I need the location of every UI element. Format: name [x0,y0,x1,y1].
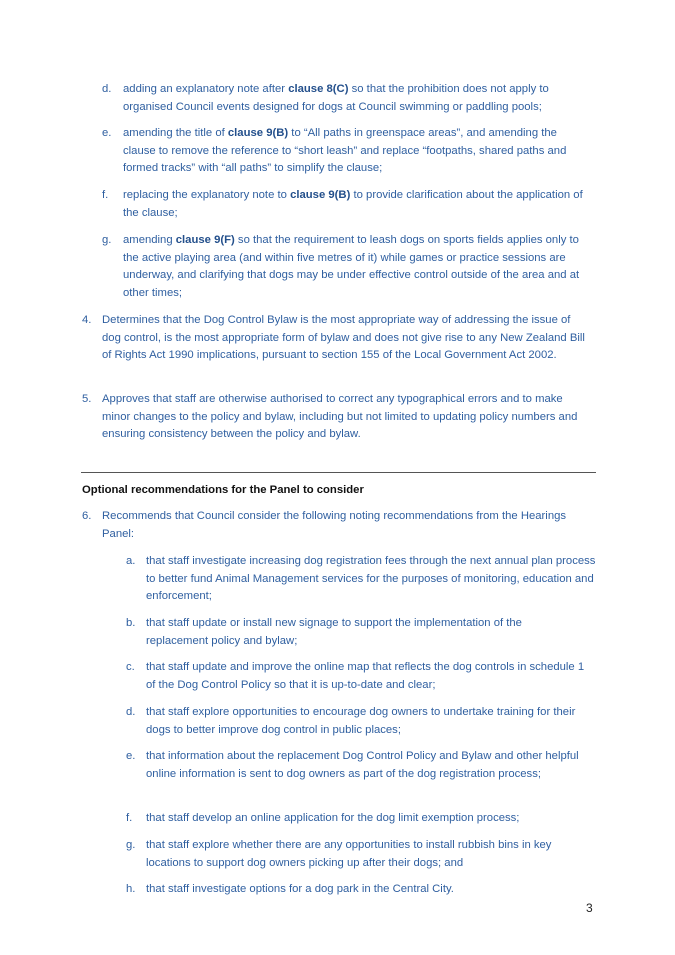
list-marker: g. [102,234,112,246]
list-item-text: amending clause 9(F) so that the requirement to leash dogs on sports fields applies only to the active playing area (and within five metres of it) while games or practice sessions are underway, and clarifying that dogs may be under effective control outside of the area and at other times; [123,234,580,299]
list-marker: d. [126,706,136,718]
list-marker: f. [126,812,133,824]
page-number: 3 [586,901,593,915]
list-item-text: that information about the replacement Dog Control Policy and Bylaw and other helpful online information is sent to dog owners as part of the dog registration process; [146,750,579,780]
recommendation-item-6 [82,508,572,543]
list-marker: e. [126,750,136,762]
list-marker: g. [126,839,136,851]
sub-item-d [126,704,591,739]
list-marker: f. [102,189,109,201]
list-item-text: that staff update and improve the online map that reflects the dog controls in schedule 1 of the Dog Control Policy so that it is up-to-date and clear; [146,661,585,691]
list-marker: 5. [82,393,92,405]
list-item-text: adding an explanatory note after clause 8(C) so that the prohibition does not apply to organised Council events designed for dogs at Council swimming or paddling pools; [123,83,549,113]
list-item-text: that staff develop an online application for the dog limit exemption process; [146,812,520,824]
section-divider [81,472,596,473]
clause-item-d [102,81,591,116]
list-marker: a. [126,555,136,567]
list-marker: c. [126,661,135,673]
sub-item-f [126,810,591,828]
list-marker: e. [102,127,112,139]
list-item-text: that staff explore opportunities to encourage dog owners to undertake training for their dogs to better improve dog control in public places; [146,706,576,736]
sub-item-b [126,615,586,650]
recommendation-item-5 [82,391,592,444]
list-item-text: Determines that the Dog Control Bylaw is the most appropriate way of addressing the issue of dog control, is the most appropriate form of bylaw and does not give rise to any New Zealand Bill of Rights Act 1990 implications, pursuant to section 155 of the Local Government Act 2002. [102,314,585,362]
section-heading: Optional recommendations for the Panel to consider [82,484,364,496]
clause-reference: clause 8(C) [288,83,349,95]
clause-item-f [102,187,591,222]
list-item-text: amending the title of clause 9(B) to “All paths in greenspace areas”, and amending the clause to remove the reference to “short leash” and replace “footpaths, shared paths and formed tracks” with “all paths” to simplify the clause; [123,127,567,175]
list-marker: h. [126,883,136,895]
sub-item-e [126,748,586,783]
recommendation-item-4 [82,312,592,365]
list-marker: 4. [82,314,92,326]
sub-item-g [126,837,591,872]
list-item-text: replacing the explanatory note to clause 9(B) to provide clarification about the application of the clause; [123,189,583,219]
list-marker: 6. [82,510,92,522]
clause-item-e [102,125,591,178]
list-item-text: that staff update or install new signage to support the implementation of the replacement policy and bylaw; [146,617,522,647]
sub-item-h [126,881,591,899]
clause-item-g [102,232,591,302]
list-item-text: Approves that staff are otherwise authorised to correct any typographical errors and to make minor changes to the policy and bylaw, including but not limited to updating policy numbers and ensuring consistency between the policy and bylaw. [102,393,578,441]
list-item-text: that staff investigate increasing dog registration fees through the next annual plan process to better fund Animal Management services for the purposes of monitoring, education and enforcement; [146,555,596,603]
list-item-text: Recommends that Council consider the following noting recommendations from the Hearings Panel: [102,510,567,540]
list-item-text: that staff investigate options for a dog park in the Central City. [146,883,454,895]
sub-item-a [126,553,601,606]
list-marker: d. [102,83,112,95]
clause-reference: clause 9(B) [227,127,289,139]
clause-reference: clause 9(F) [175,234,235,246]
list-item-text: that staff explore whether there are any opportunities to install rubbish bins in key locations to support dog owners picking up after their dogs; and [146,839,552,869]
clause-reference: clause 9(B) [290,189,351,201]
list-marker: b. [126,617,136,629]
sub-item-c [126,659,586,694]
